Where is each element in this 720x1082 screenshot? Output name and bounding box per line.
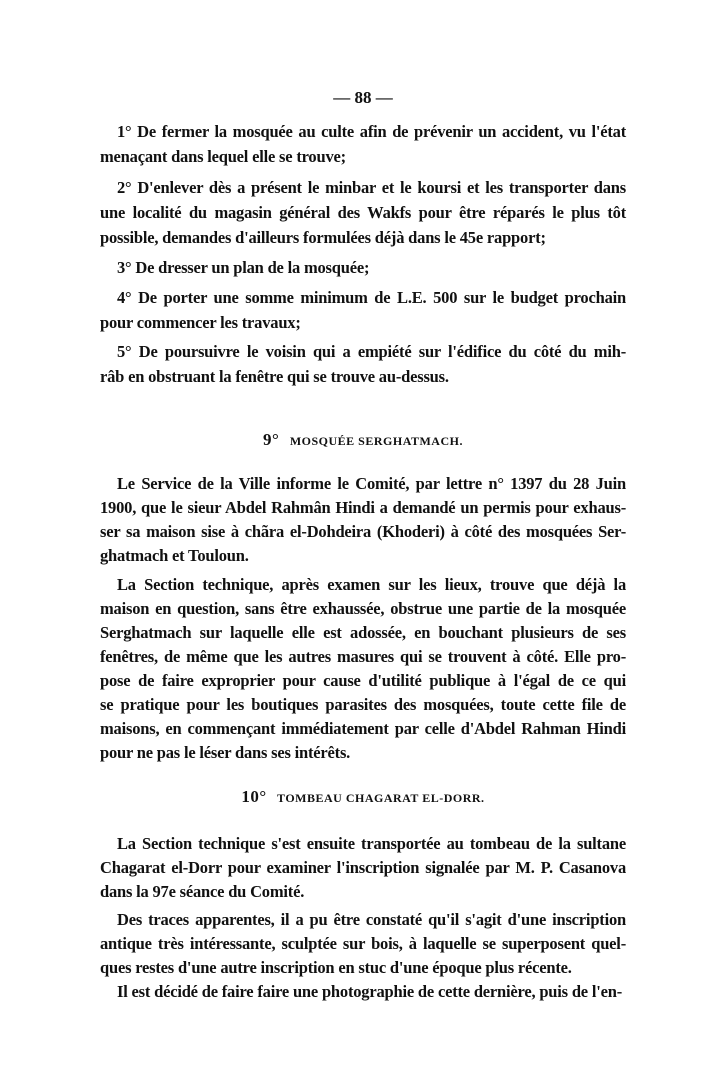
text-line: ques restes d'une autre inscription en stuc d'une époque plus récente. (100, 958, 572, 977)
text-line: Des traces apparentes, il a pu être constaté qu'il s'agit d'une inscription (117, 910, 626, 929)
text-line: fenêtres, de même que les autres masures qui se trouvent à côté. Elle pro- (100, 647, 626, 666)
text-line: ser sa maison sise à chãra el-Dohdeira (Khoderi) à côté des mosquées Ser- (100, 522, 626, 541)
section-title: TOMBEAU CHAGARAT EL-DORR. (277, 791, 485, 805)
section-number: 9° (263, 430, 280, 449)
section-number: 10° (241, 787, 267, 806)
text-line: Chagarat el-Dorr pour examiner l'inscription signalée par M. P. Casanova (100, 858, 626, 877)
text-line: Le Service de la Ville informe le Comité, par lettre n° 1397 du 28 Juin (117, 474, 626, 493)
text-line: menaçant dans lequel elle se trouve; (100, 147, 346, 166)
section-title: MOSQUÉE SERGHATMACH. (289, 434, 463, 448)
text-line: dans la 97e séance du Comité. (100, 882, 305, 901)
text-line: maisons, en commençant immédiatement par celle d'Abdel Rahman Hindi (100, 719, 626, 738)
text-line: possible, demandes d'ailleurs formulées déjà dans le 45e rapport; (100, 228, 546, 247)
text-line: une localité du magasin général des Wakfs pour être réparés le plus tôt (100, 203, 626, 222)
text-line: 1900, que le sieur Abdel Rahmân Hindi a demandé un permis pour exhaus- (100, 498, 626, 517)
section-heading-9 (0, 430, 720, 450)
text-line: La Section technique s'est ensuite transportée au tombeau de la sultane (117, 834, 626, 853)
text-line: Il est décidé de faire faire une photographie de cette dernière, puis de l'en- (117, 982, 623, 1001)
text-line: maison en question, sans être exhaussée, obstrue une partie de la mosquée (100, 599, 626, 618)
text-line: se pratique pour les boutiques parasites des mosquées, toute cette file de (100, 695, 626, 714)
text-line: ghatmach et Touloun. (100, 546, 249, 565)
text-line: 4° De porter une somme minimum de L.E. 500 sur le budget prochain (117, 288, 626, 307)
text-line: antique très intéressante, sculptée sur bois, à laquelle se superposent quel- (100, 934, 626, 953)
section-heading-10 (0, 787, 720, 807)
text-line: 2° D'enlever dès a présent le minbar et le koursi et les transporter dans (117, 178, 626, 197)
text-line: La Section technique, après examen sur les lieux, trouve que déjà la (117, 575, 626, 594)
text-line: pose de faire exproprier pour cause d'utilité publique à l'égal de ce qui (100, 671, 626, 690)
text-line: 1° De fermer la mosquée au culte afin de prévenir un accident, vu l'état (117, 122, 626, 141)
text-line: Serghatmach sur laquelle elle est adossée, en bouchant plusieurs de ses (100, 623, 626, 642)
text-line: 3° De dresser un plan de la mosquée; (117, 258, 370, 277)
text-line: râb en obstruant la fenêtre qui se trouve au-dessus. (100, 367, 449, 386)
text-line: pour commencer les travaux; (100, 313, 301, 332)
page-number: — 88 — (333, 88, 393, 107)
text-line: pour ne pas le léser dans ses intérêts. (100, 743, 351, 762)
text-line: 5° De poursuivre le voisin qui a empiété sur l'édifice du côté du mih- (117, 342, 626, 361)
